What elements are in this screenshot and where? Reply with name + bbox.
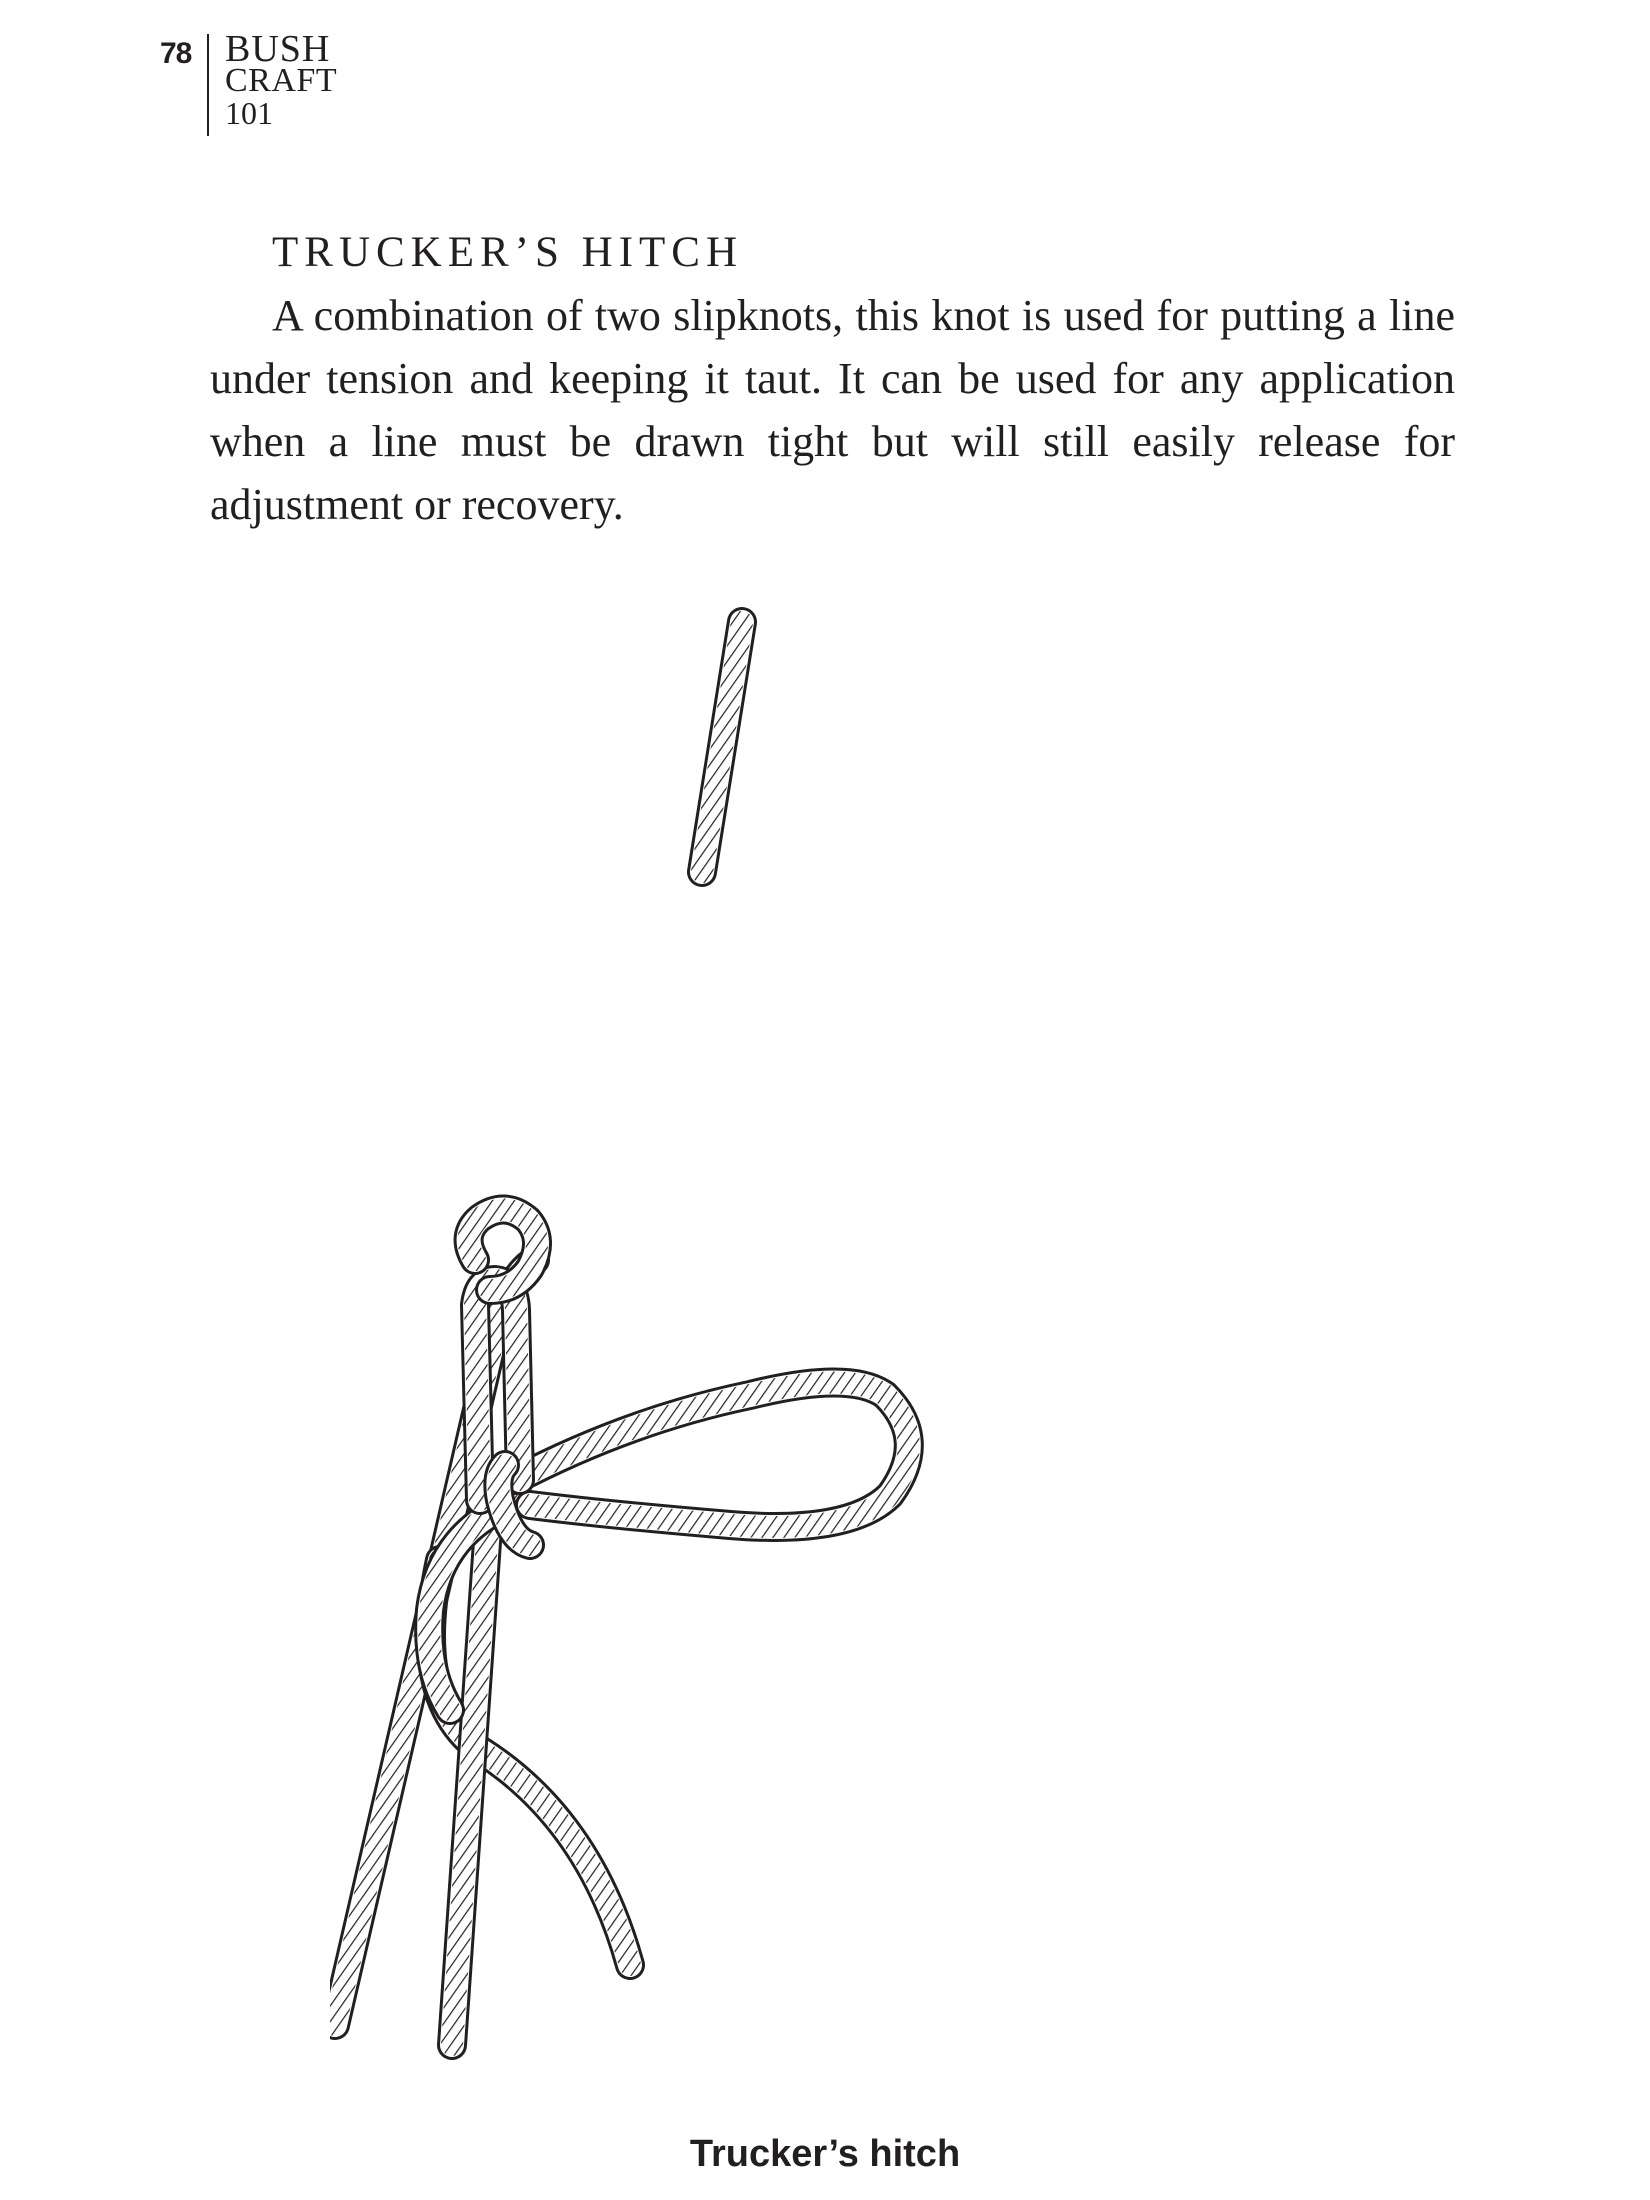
truckers-hitch-illustration [330,600,1310,2090]
rope-standing-part [702,622,742,872]
body-paragraph: A combination of two slipknots, this knot is used for putting a line under tension and keeping it taut. It can be used for any application when a line must be drawn tight but will still easily release for adjustment or recovery. [210,291,1455,529]
knot-drawing [330,600,1310,2090]
rope-loop [515,1383,909,1528]
running-head-divider [207,34,209,136]
running-head-line-1: BUSH [225,28,331,70]
running-head-line-2: CRAFT [225,62,338,99]
section-heading: TRUCKER’S HITCH [272,229,744,276]
page-number: 78 [160,37,192,70]
running-head-line-3: 101 [225,95,273,131]
figure-caption: Trucker’s hitch [689,2133,961,2175]
running-head [225,28,338,131]
